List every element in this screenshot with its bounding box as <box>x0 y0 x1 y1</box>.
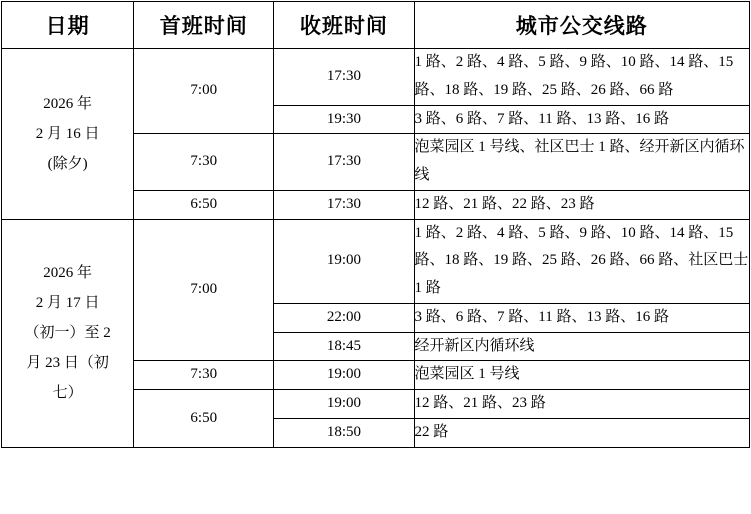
last-bus-time: 19:00 <box>274 390 414 419</box>
routes-list: 1 路、2 路、4 路、5 路、9 路、10 路、14 路、15 路、18 路、19 路、25 路、26 路、66 路 <box>414 49 749 106</box>
first-bus-time: 7:00 <box>134 49 274 134</box>
first-bus-time: 7:30 <box>134 361 274 390</box>
last-bus-time: 17:30 <box>274 190 414 219</box>
routes-list: 泡菜园区 1 号线、社区巴士 1 路、经开新区内循环线 <box>414 134 749 191</box>
table-row <box>2 49 750 106</box>
date-cell-group-2 <box>2 219 134 447</box>
date-line: (除夕) <box>47 155 88 172</box>
last-bus-time: 22:00 <box>274 303 414 332</box>
date-line: 月 23 日（初 <box>26 355 109 371</box>
header-first-bus: 首班时间 <box>134 2 274 49</box>
header-last-bus: 收班时间 <box>274 2 414 49</box>
first-bus-time: 7:00 <box>134 219 274 361</box>
date-cell-group-1 <box>2 49 134 220</box>
first-bus-time: 6:50 <box>134 190 274 219</box>
last-bus-time: 18:45 <box>274 332 414 361</box>
first-bus-time: 7:30 <box>134 134 274 191</box>
bus-schedule-table <box>1 1 750 448</box>
last-bus-time: 19:00 <box>274 361 414 390</box>
first-bus-time: 6:50 <box>134 390 274 448</box>
date-line: 七） <box>52 385 83 401</box>
last-bus-time: 19:00 <box>274 219 414 303</box>
routes-list: 3 路、6 路、7 路、11 路、13 路、16 路 <box>414 303 749 332</box>
routes-list: 12 路、21 路、23 路 <box>414 390 749 419</box>
last-bus-time: 17:30 <box>274 49 414 106</box>
header-date: 日期 <box>2 2 134 49</box>
table-row <box>2 219 750 303</box>
table-header-row <box>2 2 750 49</box>
routes-list: 3 路、6 路、7 路、11 路、13 路、16 路 <box>414 105 749 134</box>
date-line: （初一）至 2 <box>24 325 111 341</box>
routes-list: 泡菜园区 1 号线 <box>414 361 749 390</box>
date-line: 2 月 16 日 <box>35 125 100 142</box>
header-routes: 城市公交线路 <box>414 2 749 49</box>
routes-list: 22 路 <box>414 418 749 447</box>
date-line: 2 月 17 日 <box>35 295 100 311</box>
date-line: 2026 年 <box>43 265 92 281</box>
date-line: 2026 年 <box>43 95 92 112</box>
last-bus-time: 17:30 <box>274 134 414 191</box>
routes-list: 1 路、2 路、4 路、5 路、9 路、10 路、14 路、15 路、18 路、19 路、25 路、26 路、66 路、社区巴士 1 路 <box>414 219 749 303</box>
routes-list: 经开新区内循环线 <box>414 332 749 361</box>
last-bus-time: 19:30 <box>274 105 414 134</box>
last-bus-time: 18:50 <box>274 418 414 447</box>
routes-list: 12 路、21 路、22 路、23 路 <box>414 190 749 219</box>
